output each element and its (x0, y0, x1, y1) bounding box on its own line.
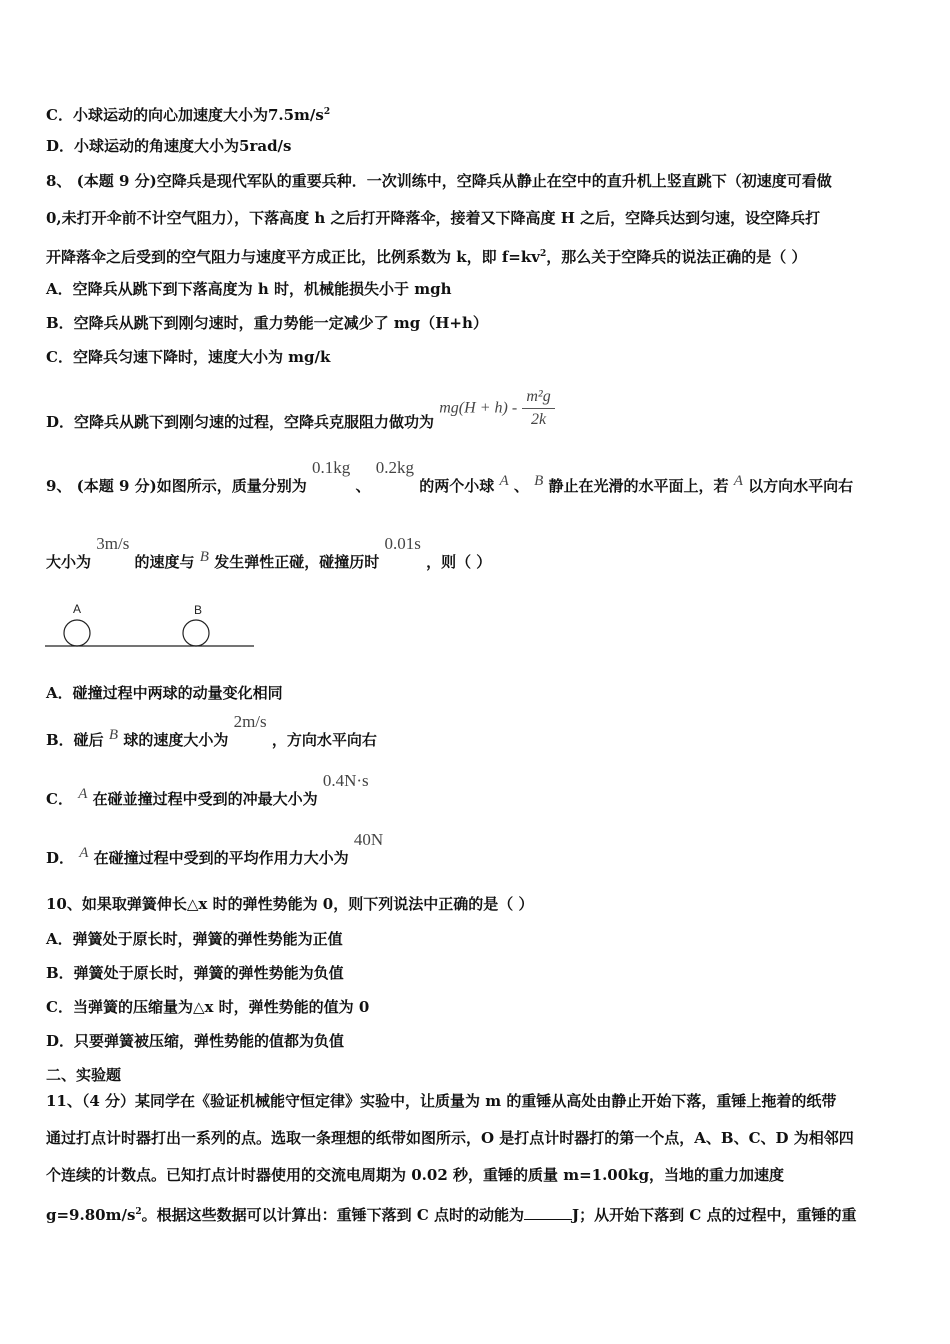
q11-line-4: $g=9.80m/s^2$。根据这些数据可以计算出：重锤下落到 C 点时的动能为 J；从开始下落到 C 点的过程中，重锤的重 (46, 1206, 857, 1224)
q10-option-d: D．只要弹簧被压缩，弹性势能的值都为负值 (46, 1032, 345, 1050)
q8-stem-line-1: 8、 (本题 9 分)空降兵是现代军队的重要兵种．一次训练中，空降兵从静止在空中的直升机上竖直跳下（初速度可看做 (46, 172, 832, 190)
q10-option-b: B．弹簧处于原长时，弹簧的弹性势能为负值 (46, 964, 344, 982)
q8-stem-line-3: 开降落伞之后受到的空气阻力与速度平方成正比，比例系数为 k，即 $f=kv^2$，那么关于空降兵的说法正确的是（ ） (46, 248, 807, 266)
q7-option-c: C．小球运动的向心加速度大小为$7.5m/s^2$ (46, 106, 331, 124)
ball-b-label: B (194, 603, 203, 617)
q8-work-expression: mg(H + h) - (439, 399, 518, 417)
q8-work-fraction: $\frac{\text{m²g}}{2k}$ (522, 386, 554, 431)
q9-stem-line-1: 9、 (本题 9 分)如图所示，质量分别为 0.1kg 、 0.2kg 的两个小球 A 、 B 静止在光滑的水平面上，若 A 以方向水平向右 (46, 458, 854, 495)
q8-stem-line-2: 0,未打开伞前不计空气阻力），下落高度 h 之后打开降落伞，接着又下降高度 H 之后，空降兵达到匀速，设空降兵打 (46, 209, 821, 227)
q9-option-b: B．碰后 B 球的速度大小为 2m/s ，方向水平向右 (46, 712, 377, 749)
q11-line-1: 11、（4 分）某同学在《验证机械能守恒定律》实验中，让质量为 m 的重锤从高处由静止开始下落，重锤上拖着的纸带 (46, 1092, 837, 1110)
q8-option-b: B．空降兵从跳下到刚匀速时，重力势能一定减少了 mg（H+h） (46, 314, 488, 332)
q9-option-d: D． A 在碰撞过程中受到的平均作用力大小为 40N (46, 830, 384, 867)
ball-b (183, 620, 209, 646)
q9-option-c: C． A 在碰並撞过程中受到的冲最大小为 0.4N·s (46, 771, 369, 808)
q9-stem-line-2: 大小为 3m/s 的速度与 B 发生弹性正碰，碰撞历时 0.01s ，则（ ） (46, 534, 492, 571)
q8-option-a: A．空降兵从跳下到下落高度为 h 时，机械能损失小于 mgh (46, 280, 452, 298)
q10-option-a: A．弹簧处于原长时，弹簧的弹性势能为正值 (46, 930, 343, 948)
q9-figure (44, 600, 256, 652)
q10-stem: 10、如果取弹簧伸长△x 时的弹性势能为 0，则下列说法中正确的是（ ） (46, 895, 534, 913)
ball-a (64, 620, 90, 646)
q11-line-2: 通过打点计时器打出一系列的点。选取一条理想的纸带如图所示，O 是打点计时器打的第一个点，A、B、C、D 为相邻四 (46, 1129, 854, 1147)
answer-blank-kinetic-energy[interactable] (524, 1205, 572, 1220)
q8-option-c: C．空降兵匀速下降时，速度大小为 mg/k (46, 348, 331, 366)
ball-a-label: A (73, 602, 82, 616)
q8-option-d: D．空降兵从跳下到刚匀速的过程，空降兵克服阻力做功为 mg(H + h) - $\frac{\text{m²g}}{2k}$ (46, 386, 555, 431)
q9-option-a: A．碰撞过程中两球的动量变化相同 (46, 684, 283, 702)
q11-line-3: 个连续的计数点。已知打点计时器使用的交流电周期为 0.02 秒，重锤的质量 m=1.00kg，当地的重力加速度 (46, 1166, 785, 1184)
q7-option-d: D．小球运动的角速度大小为5rad/s (46, 137, 292, 155)
section-title-experiments: 二、实验题 (46, 1066, 122, 1084)
q10-option-c: C．当弹簧的压缩量为△x 时，弹性势能的值为 0 (46, 998, 370, 1016)
